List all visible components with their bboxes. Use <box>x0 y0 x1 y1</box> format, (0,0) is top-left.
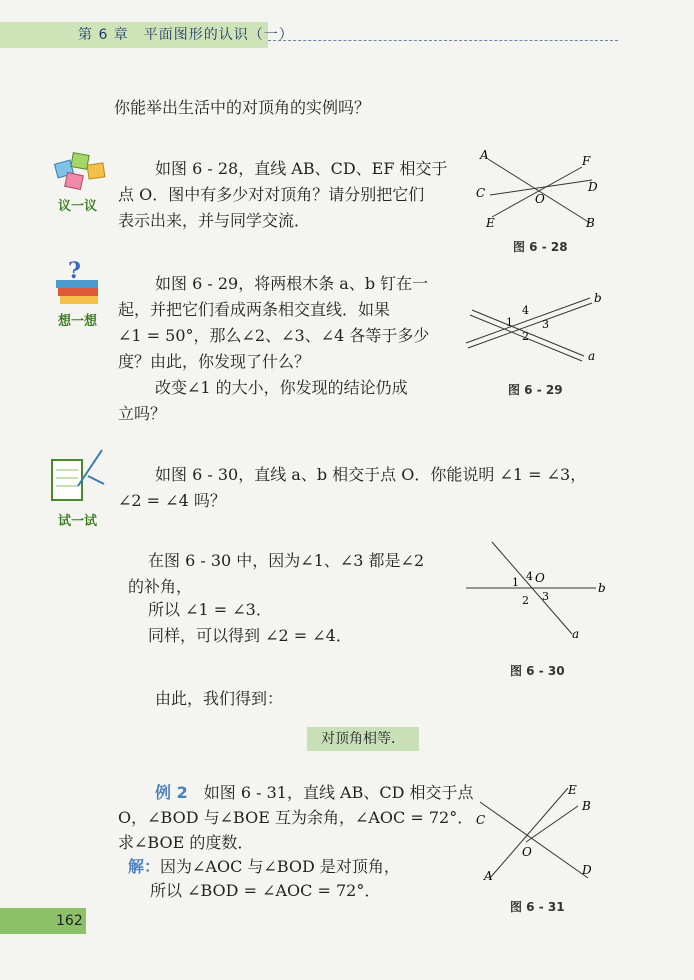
example-line-3: 求∠BOE 的度数． <box>118 833 254 852</box>
fig28-label-e: E <box>486 216 495 230</box>
fig28-label-b: B <box>586 216 595 230</box>
fig28-label-o: O <box>535 192 545 206</box>
fig29-label-a: a <box>588 349 596 363</box>
try-line-1: 如图 6 - 30，直线 a、b 相交于点 O．你能说明 ∠1 = ∠3， <box>155 465 587 484</box>
figure-6-31 <box>470 782 610 894</box>
example-line-2: O，∠BOD 与∠BOE 互为余角，∠AOC = 72°． <box>118 808 474 827</box>
figure-6-31-caption: 图 6 - 31 <box>510 900 565 914</box>
fig29-label-2: 2 <box>522 330 529 343</box>
solution-text-1: 因为∠AOC 与∠BOD 是对顶角， <box>160 857 400 876</box>
conclusion-intro: 由此，我们得到： <box>155 689 284 708</box>
think-line-2: 起，并把它们看成两条相交直线．如果 <box>118 300 391 319</box>
discuss-line-2: 点 O．图中有多少对对顶角？请分别把它们 <box>118 185 425 204</box>
think-line-6: 立吗？ <box>118 404 167 423</box>
discuss-icon <box>52 150 110 196</box>
theorem-box: 对顶角相等． <box>307 727 419 751</box>
proof-line-4: 同样，可以得到 ∠2 = ∠4． <box>148 626 352 645</box>
header-divider <box>268 40 618 41</box>
discuss-line-3: 表示出来，并与同学交流． <box>118 211 311 230</box>
fig30-label-b: b <box>598 581 606 595</box>
proof-line-3: 所以 ∠1 = ∠3． <box>148 600 272 619</box>
think-line-1: 如图 6 - 29，将两根木条 a、b 钉在一 <box>155 274 429 293</box>
fig31-label-o: O <box>522 845 532 859</box>
fig31-label-c: C <box>476 813 486 827</box>
solution-line-2: 所以 ∠BOD = ∠AOC = 72°． <box>150 881 381 900</box>
fig31-label-a: A <box>484 869 493 883</box>
fig29-label-3: 3 <box>542 318 549 331</box>
fig30-label-4: 4 <box>526 570 533 583</box>
fig28-label-c: C <box>476 186 486 200</box>
proof-line-2: 的补角， <box>128 577 193 596</box>
think-line-4: 度？由此，你发现了什么？ <box>118 352 311 371</box>
intro-question: 你能举出生活中的对顶角的实例吗？ <box>114 98 371 117</box>
discuss-line-1: 如图 6 - 28，直线 AB、CD、EF 相交于 <box>155 159 448 178</box>
think-icon <box>52 258 104 314</box>
solution-line-1 <box>128 854 400 880</box>
svg-text:?: ? <box>68 258 81 284</box>
fig30-label-o: O <box>535 571 545 585</box>
fig30-label-1: 1 <box>512 576 519 589</box>
figure-6-29 <box>460 288 610 368</box>
solution-label: 解： <box>128 857 161 876</box>
figure-6-30 <box>460 538 610 644</box>
discuss-badge: 议一议 <box>58 199 98 214</box>
fig29-label-4: 4 <box>522 304 529 317</box>
fig28-label-f: F <box>582 154 591 168</box>
try-icon <box>48 446 108 508</box>
figure-6-28-caption: 图 6 - 28 <box>513 240 568 254</box>
figure-6-29-caption: 图 6 - 29 <box>508 383 563 397</box>
try-line-2: ∠2 = ∠4 吗？ <box>118 491 226 510</box>
try-badge: 试一试 <box>58 514 98 529</box>
think-line-5: 改变∠1 的大小，你发现的结论仍成 <box>155 378 408 397</box>
example-label: 例 2 <box>155 783 188 802</box>
think-badge: 想一想 <box>58 314 98 329</box>
proof-line-1: 在图 6 - 30 中，因为∠1、∠3 都是∠2 <box>148 551 425 570</box>
figure-6-28 <box>470 145 610 235</box>
page-number: 162 <box>56 913 83 929</box>
example-line-1 <box>155 780 474 806</box>
fig30-label-3: 3 <box>542 590 549 603</box>
fig30-label-a: a <box>572 627 580 641</box>
fig29-label-1: 1 <box>506 316 513 329</box>
think-line-3: ∠1 = 50°，那么∠2、∠3、∠4 各等于多少 <box>118 326 430 345</box>
fig31-label-e: E <box>568 783 577 797</box>
fig30-label-2: 2 <box>522 594 529 607</box>
fig29-label-b: b <box>594 291 602 305</box>
figure-6-30-caption: 图 6 - 30 <box>510 664 565 678</box>
example-text-1: 如图 6 - 31，直线 AB、CD 相交于点 <box>203 783 474 802</box>
fig28-label-a: A <box>480 148 489 162</box>
fig31-label-d: D <box>582 863 592 877</box>
chapter-title: 第 6 章 平面图形的认识（一） <box>78 27 294 43</box>
fig28-label-d: D <box>588 180 598 194</box>
fig31-label-b: B <box>582 799 591 813</box>
